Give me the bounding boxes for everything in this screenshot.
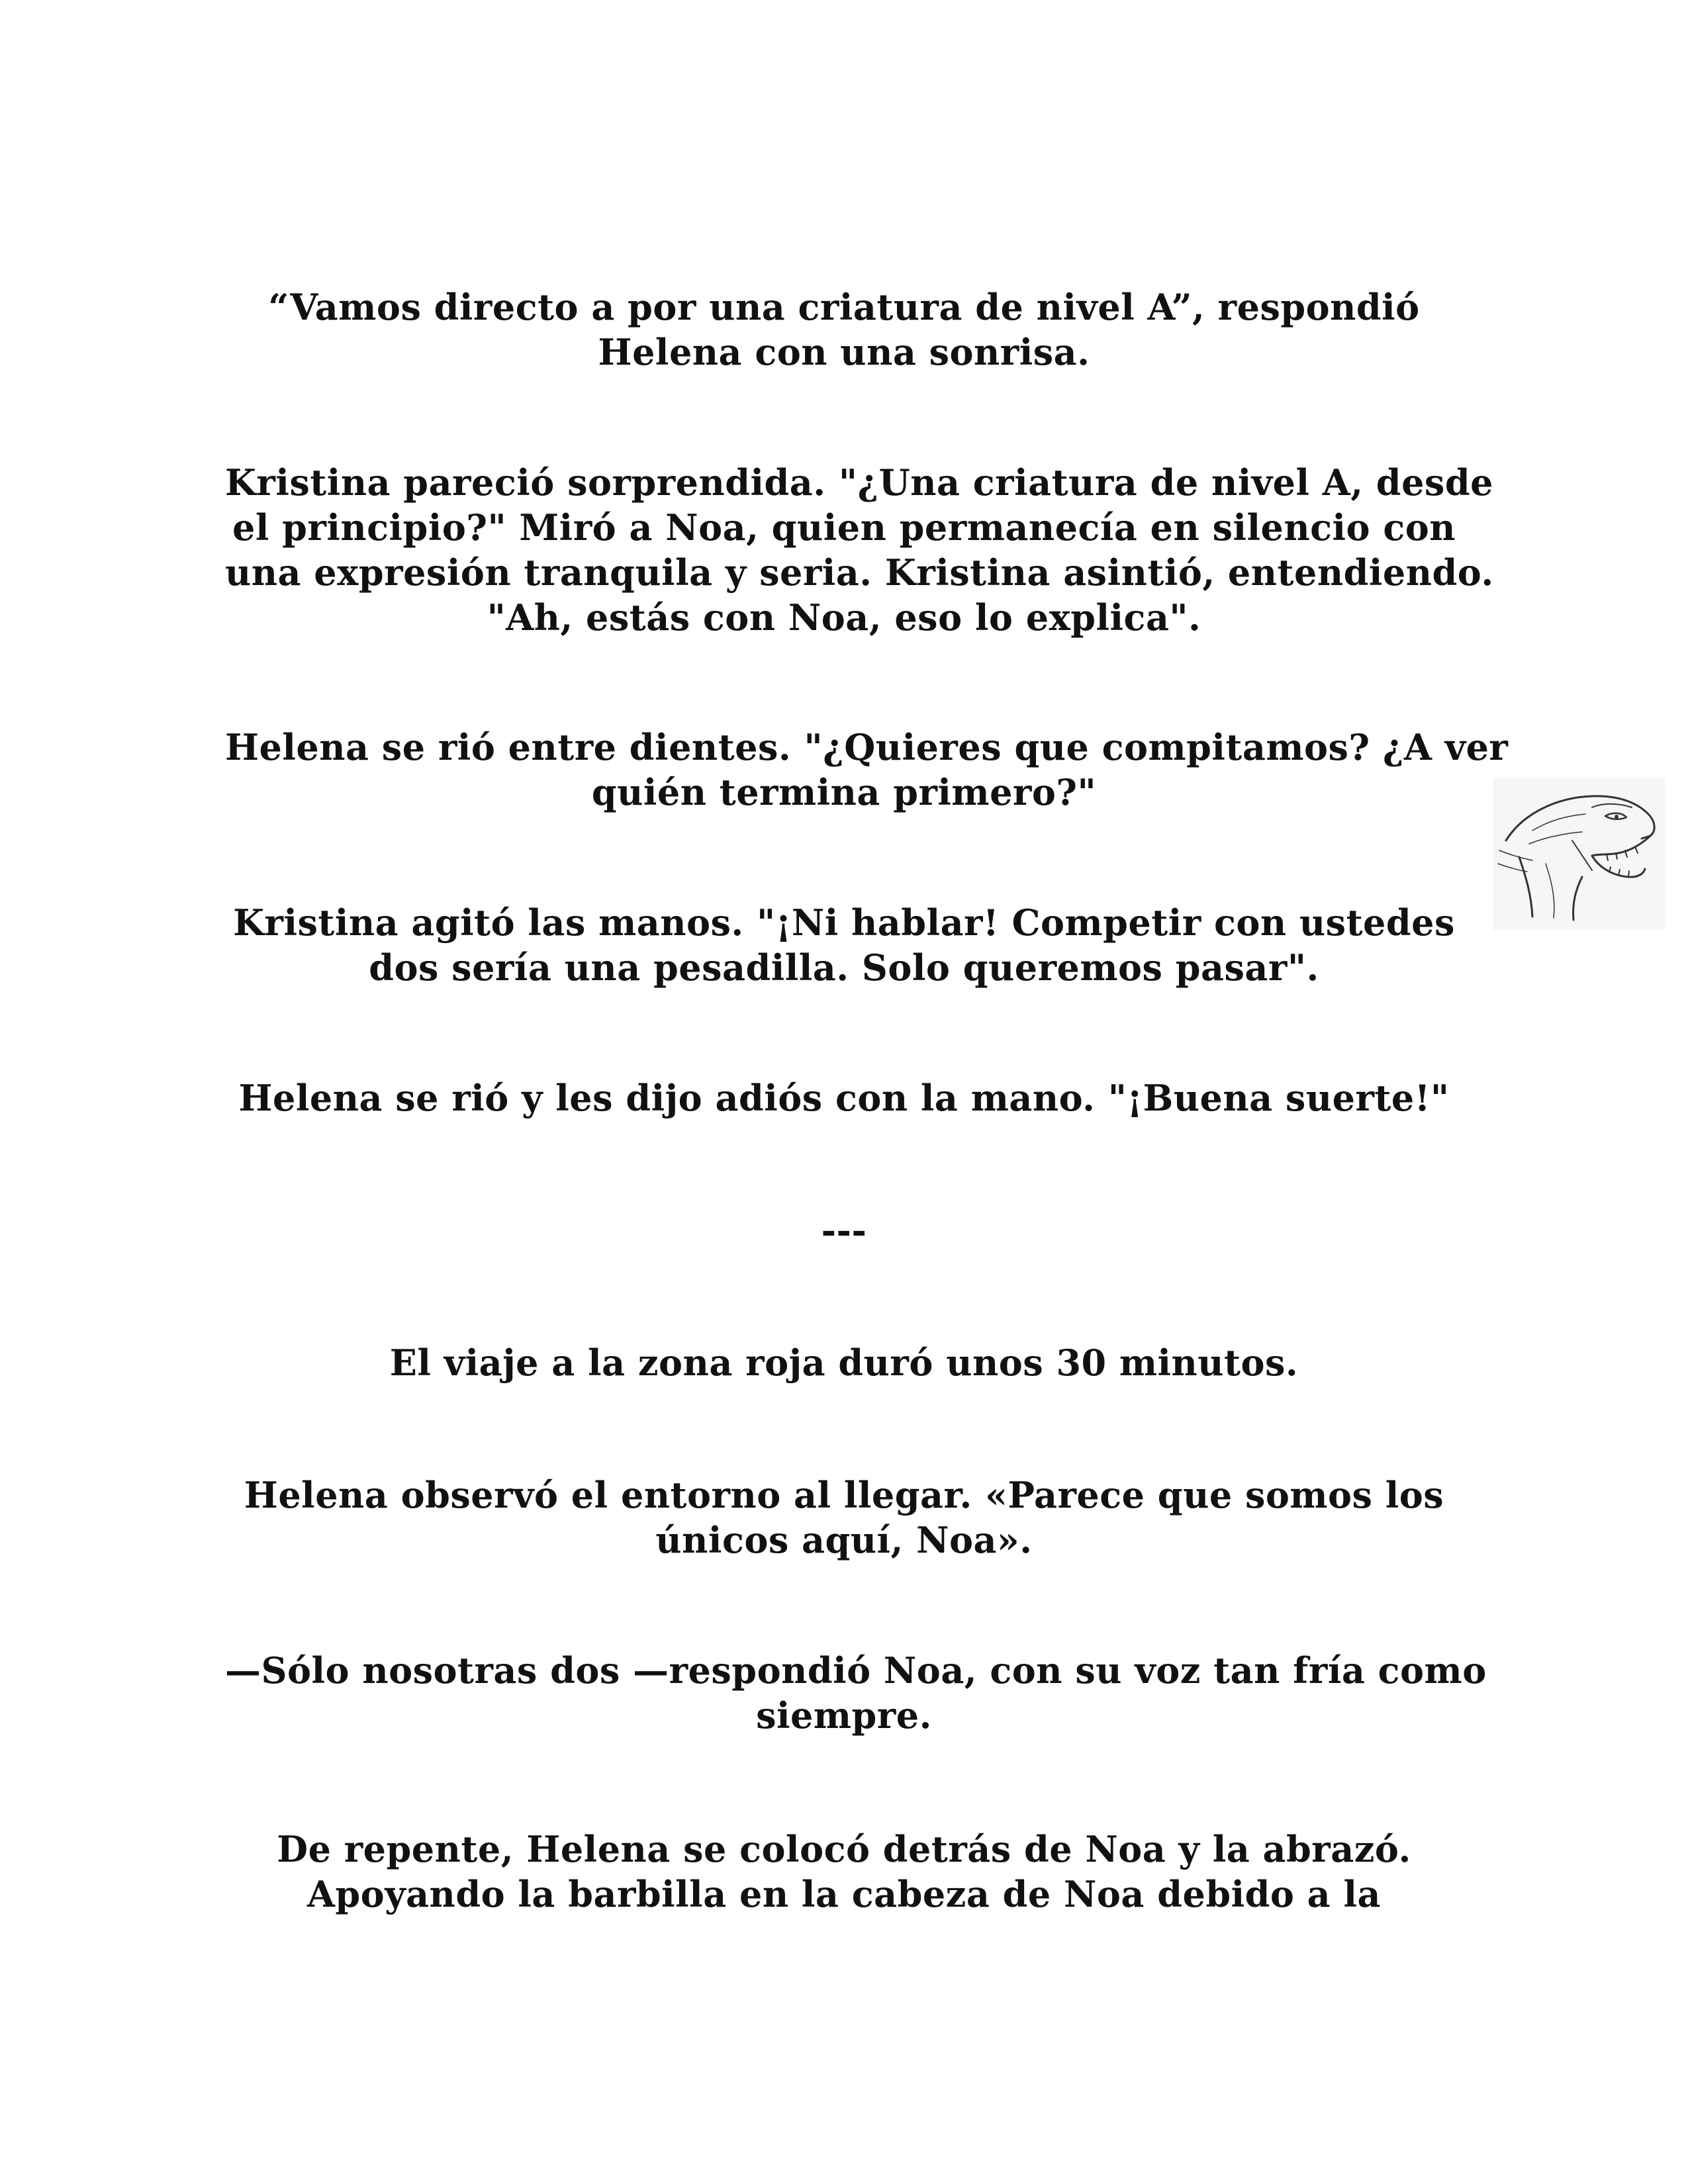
section-separator: [225, 1208, 1463, 1253]
text-line: Helena con una sonrisa.: [598, 331, 1090, 373]
text-line: Helena se rió entre dientes. "¿Quieres que compitamos? ¿A ver: [225, 726, 1509, 768]
text-line: Kristina agitó las manos. "¡Ni hablar! Competir con ustedes: [233, 901, 1455, 944]
text-line: “Vamos directo a por una criatura de nivel A”, respondió: [268, 286, 1420, 328]
text-line: el principio?" Miró a Noa, quien permanecía en silencio con: [232, 506, 1456, 549]
paragraph-9: [225, 1827, 1463, 1917]
paragraph-8: [225, 1648, 1487, 1738]
text-line: El viaje a la zona roja duró unos 30 minutos.: [389, 1342, 1299, 1384]
dinosaur-sketch-icon: [1493, 778, 1665, 930]
paragraph-5: [225, 1075, 1463, 1120]
paragraph-4: [225, 900, 1463, 990]
paragraph-2: [225, 460, 1494, 640]
text-line: Helena observó el entorno al llegar. «Parece que somos los: [244, 1474, 1444, 1516]
text-line: dos sería una pesadilla. Solo queremos pasar".: [369, 946, 1319, 989]
text-line: Apoyando la barbilla en la cabeza de Noa debido a la: [307, 1873, 1381, 1915]
text-line: quién termina primero?": [591, 771, 1097, 813]
text-line: Helena se rió y les dijo adiós con la mano. "¡Buena suerte!": [238, 1077, 1450, 1119]
text-line: ---: [821, 1209, 867, 1251]
paragraph-6: [225, 1340, 1463, 1385]
text-line: "Ah, estás con Noa, eso lo explica".: [487, 596, 1201, 639]
paragraph-1: [225, 285, 1463, 375]
text-line: De repente, Helena se colocó detrás de Noa y la abrazó.: [277, 1828, 1411, 1870]
text-line: una expresión tranquila y seria. Kristina asintió, entendiendo.: [225, 551, 1494, 594]
paragraph-3: [225, 725, 1509, 815]
text-line: —Sólo nosotras dos —respondió Noa, con su voz tan fría como: [225, 1649, 1487, 1692]
paragraph-7: [225, 1473, 1463, 1563]
text-line: únicos aquí, Noa».: [655, 1519, 1033, 1561]
text-line: siempre.: [756, 1694, 932, 1737]
text-line: Kristina pareció sorprendida. "¿Una criatura de nivel A, desde: [225, 461, 1493, 504]
